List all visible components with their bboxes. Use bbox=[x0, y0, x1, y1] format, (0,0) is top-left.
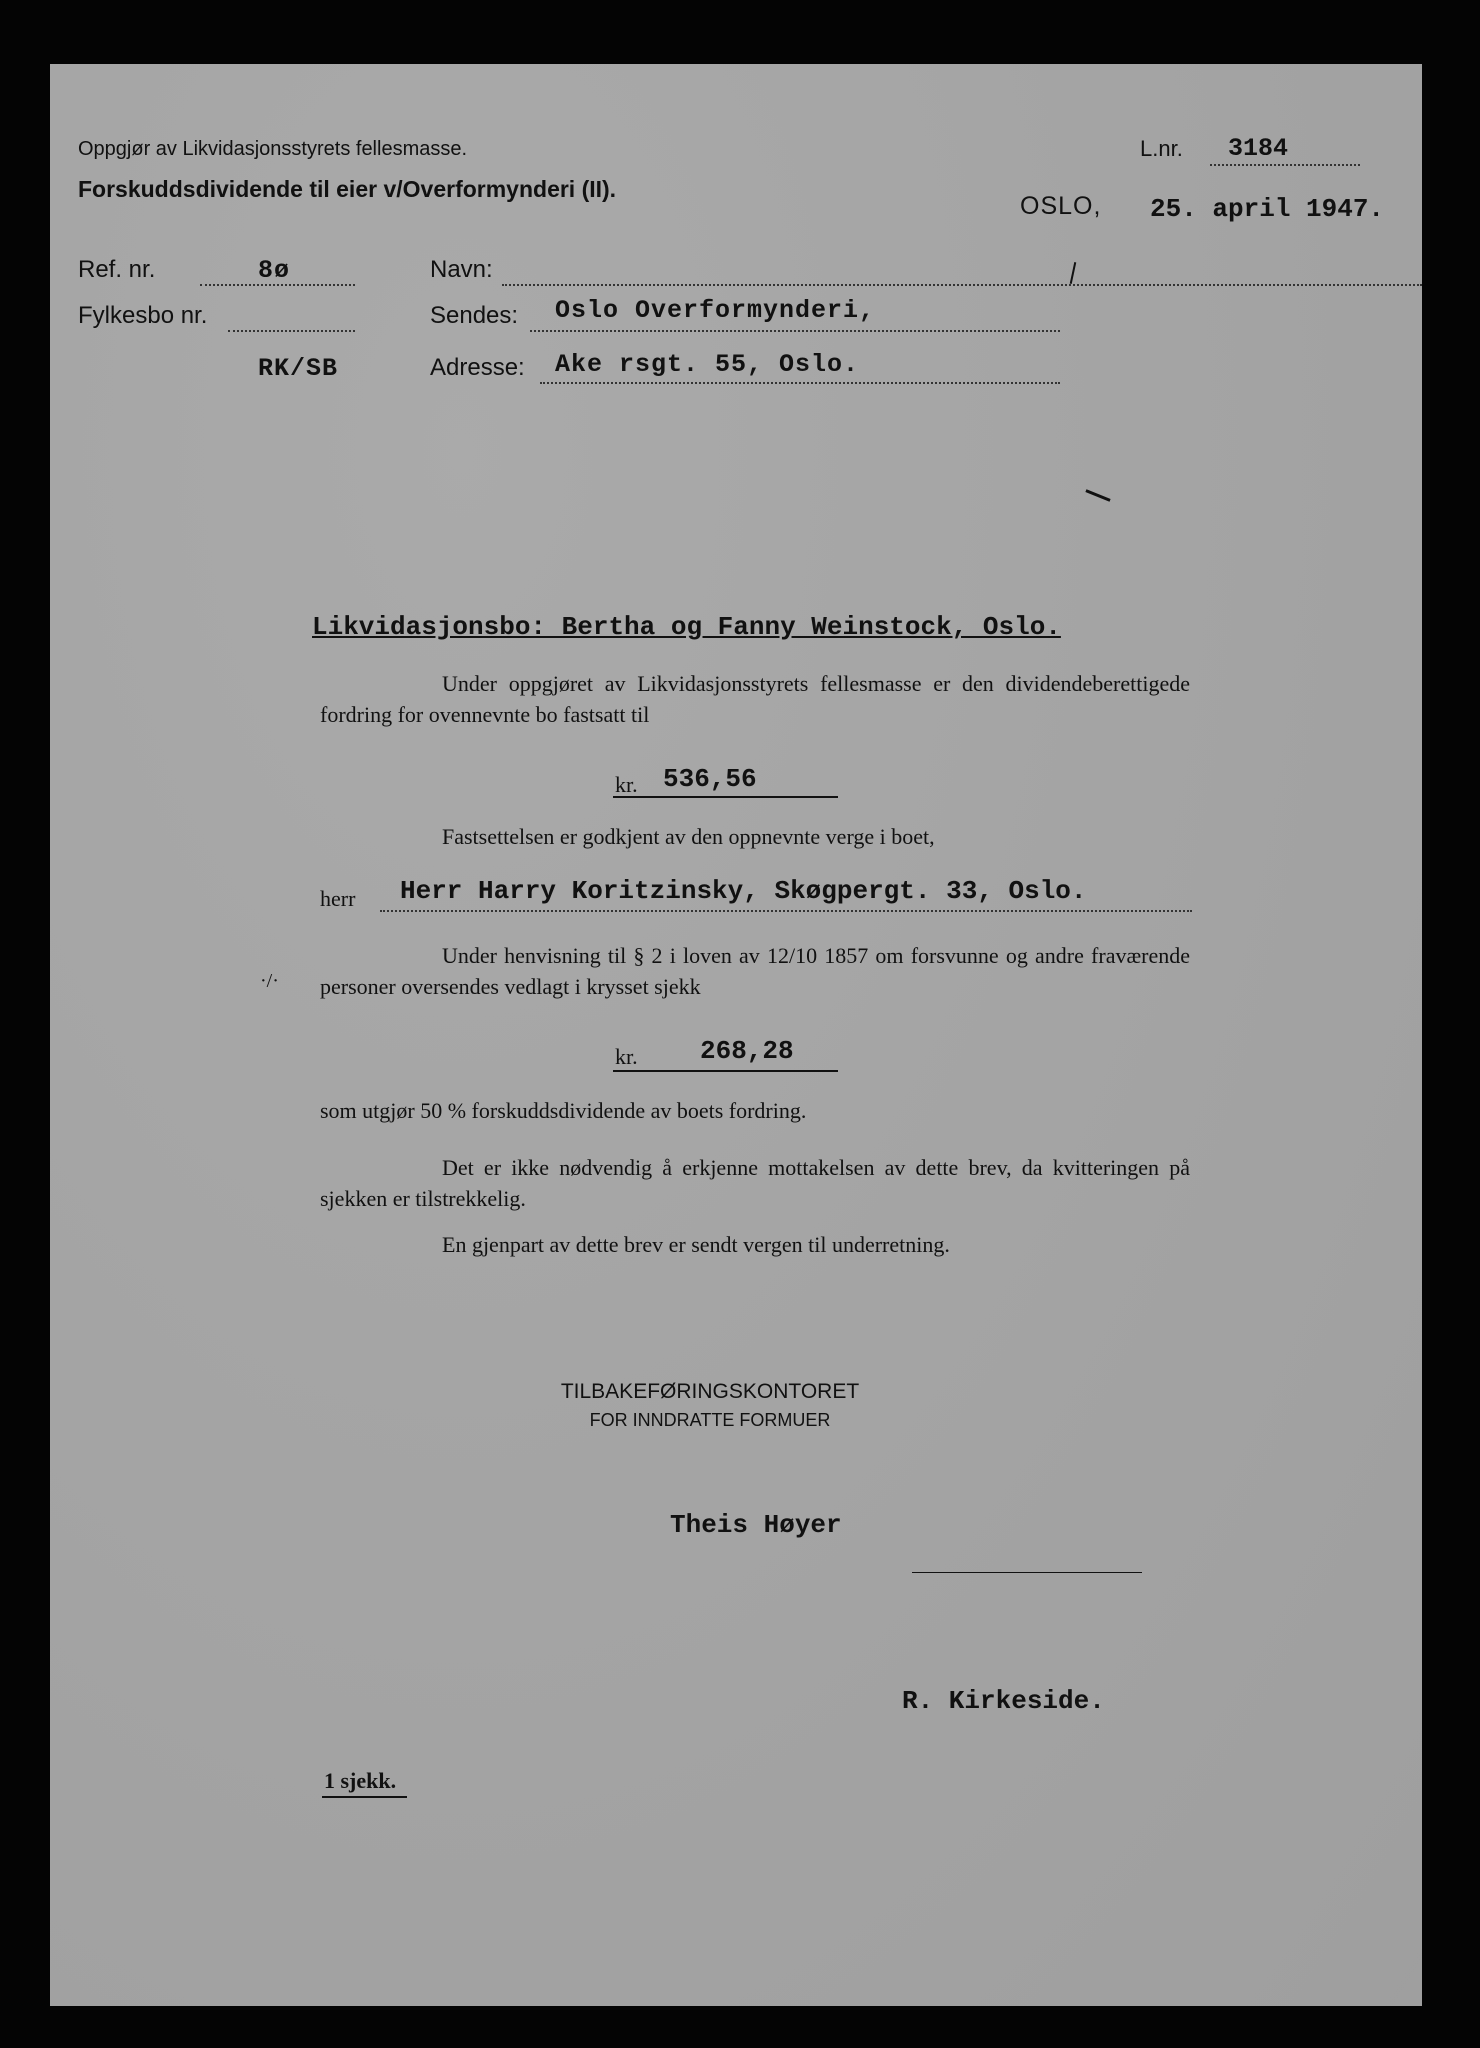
signer-1: Theis Høyer bbox=[670, 1510, 842, 1540]
paragraph-dividend: som utgjør 50 % forskuddsdividende av boets fordring. bbox=[320, 1098, 807, 1123]
adresse-label: Adresse: bbox=[430, 354, 525, 381]
cheque-prefix: kr. bbox=[615, 1044, 638, 1069]
ref-dotted-line bbox=[200, 284, 355, 286]
cheque-amount: 268,28 bbox=[700, 1036, 794, 1066]
office-subtitle: FOR INNDRATTE FORMUER bbox=[589, 1410, 831, 1430]
fylkesbo-label: Fylkesbo nr. bbox=[78, 302, 208, 329]
claim-underline bbox=[613, 796, 838, 798]
navn-label: Navn: bbox=[430, 256, 493, 283]
pen-mark bbox=[1070, 262, 1077, 284]
sendes-dotted-line bbox=[530, 330, 1060, 332]
ref-value: 8ø bbox=[258, 256, 291, 285]
guardian-value: Herr Harry Koritzinsky, Skøgpergt. 33, Oslo. bbox=[400, 876, 1087, 906]
lnr-value: 3184 bbox=[1228, 134, 1289, 163]
sendes-value: Oslo Overformynderi, bbox=[555, 296, 876, 325]
sendes-label: Sendes: bbox=[430, 302, 519, 329]
adresse-dotted-line bbox=[540, 382, 1060, 384]
paragraph-legal-reference: Under henvisning til § 2 i loven av 12/10 1857 om forsvunne og andre fraværende personer oversendes vedlagt i krysset sjekk bbox=[320, 943, 1190, 999]
initials: RK/SB bbox=[258, 354, 339, 383]
lnr-dotted-line bbox=[1210, 164, 1360, 166]
org-line: Oppgjør av Likvidasjonsstyrets fellesmasse. bbox=[78, 138, 468, 160]
signer-2: R. Kirkeside. bbox=[902, 1686, 1105, 1716]
document-page bbox=[50, 64, 1422, 2006]
enclosure-underline bbox=[322, 1796, 407, 1798]
signature-line bbox=[912, 1572, 1142, 1573]
paragraph-claim: Under oppgjøret av Likvidasjonsstyrets fellesmasse er den dividendeberettigede fordring for ovennevnte bo fastsatt til bbox=[320, 671, 1190, 727]
city: OSLO, bbox=[1020, 192, 1102, 220]
paper-mark bbox=[1085, 489, 1110, 502]
estate-heading: Likvidasjonsbo: Bertha og Fanny Weinstock, Oslo. bbox=[312, 612, 1061, 642]
claim-amount: 536,56 bbox=[663, 764, 757, 794]
margin-mark: ·/· bbox=[260, 970, 279, 992]
ref-label: Ref. nr. bbox=[78, 256, 156, 283]
office-name: TILBAKEFØRINGSKONTORET bbox=[560, 1380, 860, 1403]
cheque-underline bbox=[613, 1070, 838, 1072]
letter-date: 25. april 1947. bbox=[1150, 194, 1385, 224]
navn-dotted-line bbox=[502, 284, 1422, 286]
fylkesbo-dotted-line bbox=[228, 330, 355, 332]
subject-line: Forskuddsdividende til eier v/Overformynderi (II). bbox=[78, 176, 617, 202]
adresse-value: Ake rsgt. 55, Oslo. bbox=[555, 350, 860, 379]
guardian-dotted-line bbox=[380, 910, 1192, 912]
paragraph-copy-note: En gjenpart av dette brev er sendt vergen til underretning. bbox=[442, 1232, 950, 1257]
paragraph-approval: Fastsettelsen er godkjent av den oppnevnte verge i boet, bbox=[442, 824, 935, 849]
paragraph-receipt-note: Det er ikke nødvendig å erkjenne mottakelsen av dette brev, da kvitteringen på sjekken er tilstrekkelig. bbox=[320, 1155, 1190, 1211]
lnr-label: L.nr. bbox=[1140, 136, 1183, 161]
claim-prefix: kr. bbox=[615, 772, 638, 797]
enclosure-note: 1 sjekk. bbox=[324, 1768, 397, 1793]
guardian-prefix: herr bbox=[320, 886, 356, 911]
